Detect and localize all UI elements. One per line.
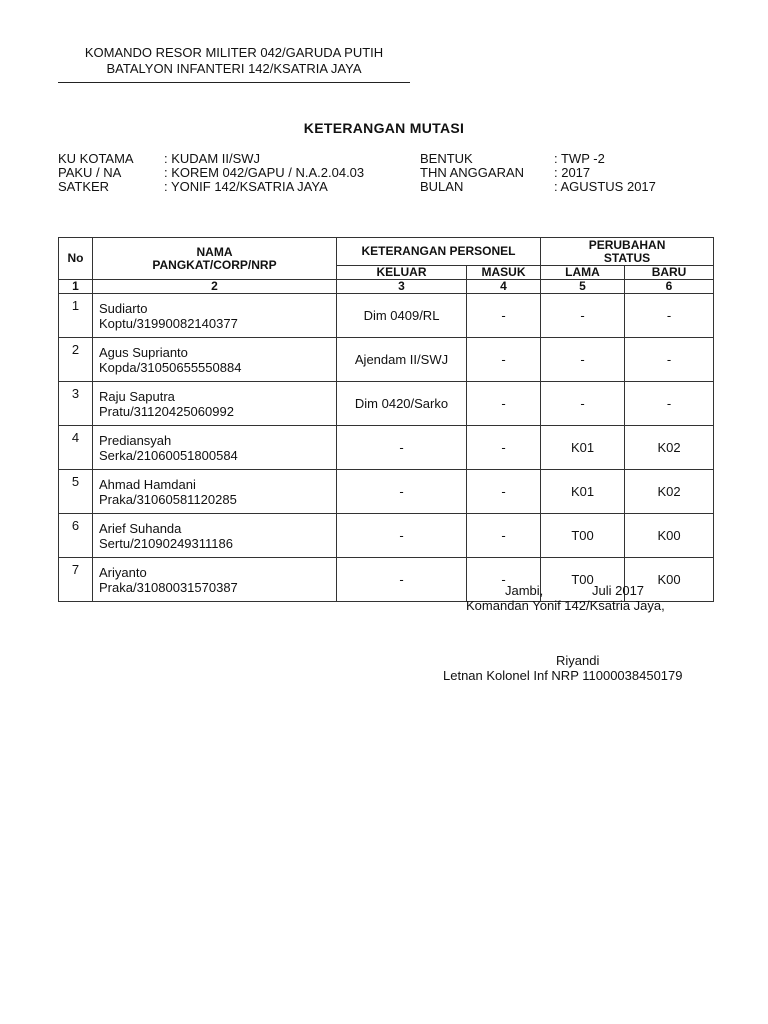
cell-keluar: Dim 0420/Sarko <box>337 382 467 426</box>
cell-lama: T00 <box>541 514 625 558</box>
cell-masuk: - <box>467 426 541 470</box>
cell-baru: K02 <box>625 426 714 470</box>
cell-lama: K01 <box>541 470 625 514</box>
meta-value: : KUDAM II/SWJ <box>164 151 261 166</box>
table-row <box>59 470 714 514</box>
meta-value: : KOREM 042/GAPU / N.A.2.04.03 <box>164 165 365 180</box>
person-name: Prediansyah <box>99 432 172 448</box>
col-header-nama <box>93 238 337 280</box>
cell-baru: K00 <box>625 558 714 602</box>
header-line-1: KOMANDO RESOR MILITER 042/GARUDA PUTIH <box>84 45 384 60</box>
header-line-2: BATALYON INFANTERI 142/KSATRIA JAYA <box>106 61 362 76</box>
col-header-masuk: MASUK <box>467 266 541 280</box>
cell-baru: - <box>625 382 714 426</box>
signature-position: Komandan Yonif 142/Ksatria Jaya, <box>466 598 665 613</box>
cell-masuk: - <box>467 382 541 426</box>
col-number: 3 <box>337 280 467 294</box>
table-row <box>59 382 714 426</box>
header-divider <box>58 82 410 83</box>
person-name: Arief Suhanda <box>99 520 182 536</box>
cell-no: 7 <box>59 558 93 602</box>
cell-lama: T00 <box>541 558 625 602</box>
person-name: Ahmad Hamdani <box>99 476 196 492</box>
signature-rank: Letnan Kolonel Inf NRP 11000038450179 <box>443 668 683 683</box>
unit-header <box>58 45 410 77</box>
cell-keluar: - <box>337 558 467 602</box>
meta-value: : TWP -2 <box>554 151 605 166</box>
signature-name: Riyandi <box>556 653 600 668</box>
cell-lama: K01 <box>541 426 625 470</box>
cell-no: 3 <box>59 382 93 426</box>
col-header-nama-line1: NAMA <box>196 244 233 259</box>
cell-baru: K02 <box>625 470 714 514</box>
cell-baru: K00 <box>625 514 714 558</box>
person-name: Sudiarto <box>99 300 148 316</box>
col-number: 6 <box>625 280 714 294</box>
cell-no: 1 <box>59 294 93 338</box>
document-title: KETERANGAN MUTASI <box>303 120 465 136</box>
person-rank-nrp: Praka/31060581120285 <box>99 491 237 507</box>
cell-name <box>93 338 337 382</box>
table-row <box>59 294 714 338</box>
col-number: 5 <box>541 280 625 294</box>
col-header-perubahan <box>541 238 714 266</box>
col-header-perubahan-line1: PERUBAHAN <box>588 237 666 252</box>
person-rank-nrp: Praka/31080031570387 <box>99 579 238 595</box>
signature-date: Juli 2017 <box>592 583 645 598</box>
cell-no: 4 <box>59 426 93 470</box>
col-number: 2 <box>93 280 337 294</box>
col-header-keterangan: KETERANGAN PERSONEL <box>337 238 541 266</box>
col-header-baru: BARU <box>625 266 714 280</box>
column-number-row <box>59 280 714 294</box>
cell-lama: - <box>541 382 625 426</box>
cell-no: 6 <box>59 514 93 558</box>
person-rank-nrp: Pratu/31120425060992 <box>99 403 234 419</box>
cell-name <box>93 470 337 514</box>
meta-label: KU KOTAMA <box>58 151 134 166</box>
cell-name <box>93 382 337 426</box>
cell-name <box>93 558 337 602</box>
person-name: Agus Suprianto <box>99 344 188 360</box>
person-rank-nrp: Sertu/21090249311186 <box>99 535 233 551</box>
col-header-nama-line2: PANGKAT/CORP/NRP <box>152 257 277 272</box>
meta-label: THN ANGGARAN <box>420 165 525 180</box>
meta-label: BULAN <box>420 179 464 194</box>
person-name: Ariyanto <box>99 564 147 580</box>
person-rank-nrp: Koptu/31990082140377 <box>99 315 238 331</box>
person-name: Raju Saputra <box>99 388 175 404</box>
meta-value: : 2017 <box>554 165 591 180</box>
cell-keluar: - <box>337 426 467 470</box>
col-header-no: No <box>59 238 93 280</box>
cell-masuk: - <box>467 338 541 382</box>
cell-lama: - <box>541 338 625 382</box>
cell-baru: - <box>625 294 714 338</box>
cell-keluar: Ajendam II/SWJ <box>337 338 467 382</box>
col-number: 1 <box>59 280 93 294</box>
table-row <box>59 426 714 470</box>
cell-keluar: Dim 0409/RL <box>337 294 467 338</box>
signature-place: Jambi, <box>505 583 544 598</box>
col-header-keluar: KELUAR <box>337 266 467 280</box>
col-number: 4 <box>467 280 541 294</box>
cell-no: 5 <box>59 470 93 514</box>
meta-label: SATKER <box>58 179 110 194</box>
person-rank-nrp: Kopda/31050655550884 <box>99 359 242 375</box>
header-row <box>59 238 714 266</box>
person-rank-nrp: Serka/21060051800584 <box>99 447 238 463</box>
col-header-perubahan-line2: STATUS <box>603 250 651 265</box>
cell-name <box>93 514 337 558</box>
cell-baru: - <box>625 338 714 382</box>
cell-lama: - <box>541 294 625 338</box>
cell-no: 2 <box>59 338 93 382</box>
mutation-table <box>58 237 714 602</box>
meta-label: BENTUK <box>420 151 473 166</box>
cell-keluar: - <box>337 470 467 514</box>
table-row <box>59 338 714 382</box>
cell-masuk: - <box>467 514 541 558</box>
col-header-lama: LAMA <box>541 266 625 280</box>
cell-masuk: - <box>467 294 541 338</box>
cell-masuk: - <box>467 470 541 514</box>
table-row <box>59 514 714 558</box>
meta-value: : YONIF 142/KSATRIA JAYA <box>164 179 328 194</box>
cell-masuk: - <box>467 558 541 602</box>
meta-value: : AGUSTUS 2017 <box>554 179 656 194</box>
meta-label: PAKU / NA <box>58 165 122 180</box>
cell-keluar: - <box>337 514 467 558</box>
cell-name <box>93 426 337 470</box>
cell-name <box>93 294 337 338</box>
